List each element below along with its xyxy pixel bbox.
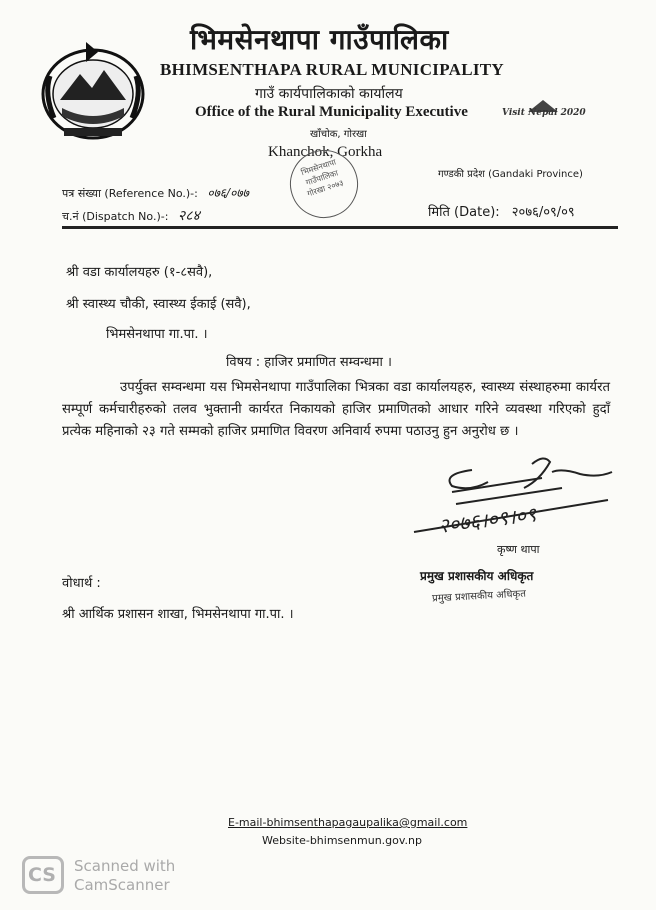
subject-line: विषय : हाजिर प्रमाणित सम्वन्धमा । <box>226 355 392 370</box>
signature-date: २०७६।०९।०९ <box>436 502 538 538</box>
dispatch-label: च.नं (Dispatch No.)-: <box>62 210 169 223</box>
letter-date <box>428 202 575 220</box>
dispatch-number <box>62 206 200 225</box>
camscanner-watermark <box>74 857 175 895</box>
date-value: २०७६/०९/०९ <box>511 205 575 220</box>
cc-item: श्री आर्थिक प्रशासन शाखा, भिमसेनथापा गा.पा. । <box>62 607 294 622</box>
visit-nepal-logo <box>498 98 588 128</box>
municipality-title-en: BHIMSENTHAPA RURAL MUNICIPALITY <box>160 60 504 79</box>
letter-body-text: उपर्युक्त सम्वन्धमा यस भिमसेनथापा गाउँपालिका भित्रका वडा कार्यालयहरु, स्वास्थ्य संस्थाहरुमा कार्यरत सम्पूर्ण कर्मचारीहरुको तलव भुक्तानी कार्यरत निकायको हाजिर प्रमाणितको आधार गरिने व्यवस्था गरिएको हुदाँ प्रत्येक महिनाको २३ गते सम्मको हाजिर प्रमाणित विवरण अनिवार्य रुपमा पठाउनु हुन अनुरोध छ । <box>62 380 610 439</box>
camscanner-badge <box>22 856 64 894</box>
municipality-title-np: भिमसेनथापा गाउँपालिका <box>190 23 449 56</box>
letter-body <box>62 377 610 443</box>
address-en: Khanchok, Gorkha <box>268 144 383 160</box>
camscanner-line-1: Scanned with <box>74 857 176 875</box>
header-divider <box>62 226 618 229</box>
office-title-np: गाउँ कार्यपालिकाको कार्यालय <box>255 86 403 102</box>
camscanner-badge-text: CS <box>28 864 56 886</box>
reference-value: ०७६/०७७ <box>207 186 249 200</box>
office-title-en: Office of the Rural Municipality Executive <box>195 104 468 120</box>
address-np: खाँचोक, गोरखा <box>310 129 367 140</box>
addressee-line: भिमसेनथापा गा.पा. । <box>106 327 208 342</box>
date-label: मिति (Date): <box>428 205 500 220</box>
footer-email: E-mail-bhimsenthapagaupalika@gmail.com <box>228 816 468 829</box>
nepal-emblem-logo <box>40 38 146 142</box>
camscanner-line-2: CamScanner <box>74 876 170 894</box>
cc-label: वोधार्थ : <box>62 576 101 591</box>
signatory-name: कृष्ण थापा <box>497 543 540 556</box>
signatory-title: प्रमुख प्रशासकीय अधिकृत <box>420 569 534 583</box>
addressee-line: श्री वडा कार्यालयहरु (१-८सवै), <box>66 265 213 280</box>
addressee-line: श्री स्वास्थ्य चौकी, स्वास्थ्य ईकाई (सवै), <box>66 297 251 312</box>
designation-stamp: प्रमुख प्रशासकीय अधिकृत <box>431 588 527 605</box>
footer-website: Website-bhimsenmun.gov.np <box>262 834 422 847</box>
province-label: गण्डकी प्रदेश (Gandaki Province) <box>438 169 583 180</box>
seal-text: भिमसेनथापा गाउँपालिका गोरखा २०७३ <box>300 157 345 199</box>
visit-nepal-text: Visit Nepal 2020 <box>502 108 586 118</box>
reference-number <box>62 184 249 201</box>
reference-label: पत्र संख्या (Reference No.)-: <box>62 187 198 200</box>
dispatch-value: २८४ <box>177 208 200 224</box>
